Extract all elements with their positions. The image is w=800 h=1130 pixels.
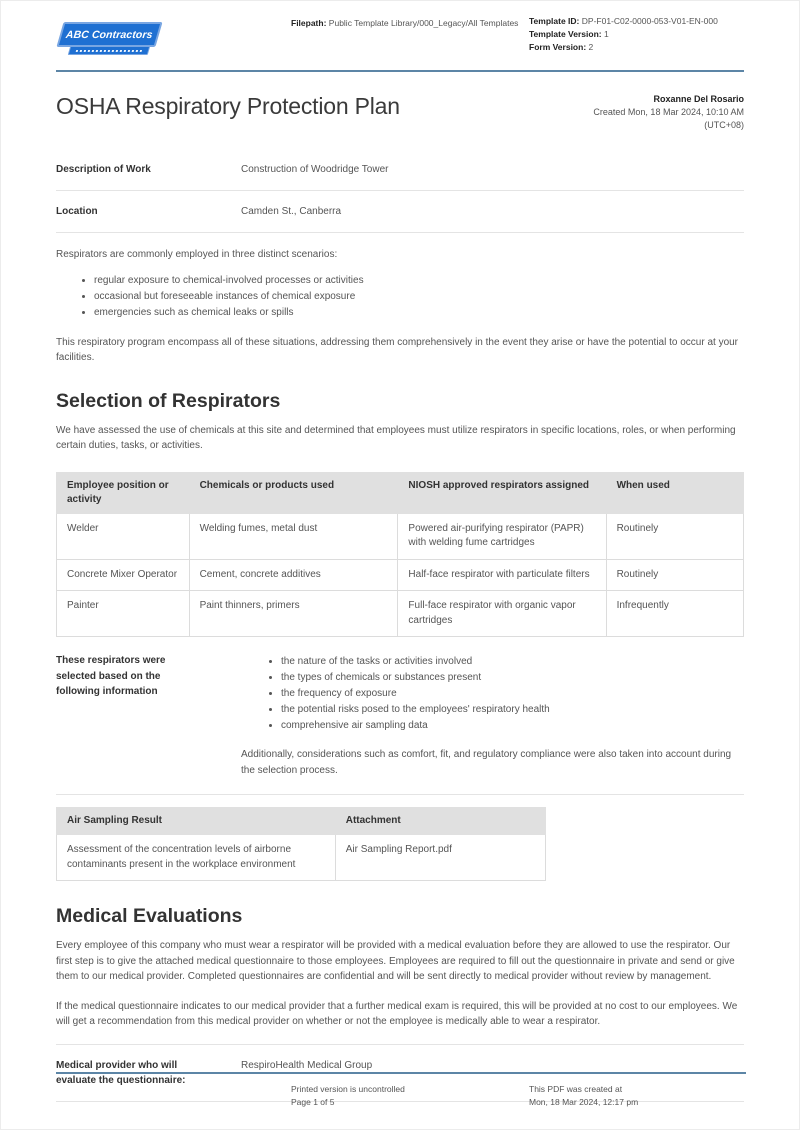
page-number: Page 1 of 5 (291, 1097, 335, 1107)
table-cell: Routinely (606, 513, 743, 559)
page-title: OSHA Respiratory Protection Plan (56, 93, 400, 119)
template-id-label: Template ID: (529, 16, 580, 26)
selection-basis (56, 653, 744, 795)
template-id-row (529, 15, 749, 28)
template-version-label: Template Version: (529, 29, 602, 39)
field-label: Description of Work (56, 164, 151, 175)
footer-created-label: This PDF was created at (529, 1084, 623, 1094)
medical-paragraph-2: If the medical questionnaire indicates to our medical provider that a further medical exam is required, this will be provided at no cost to our employees. We will get a recommendation from this medical provider on whether or not the employee is medically able to wear a respirator. (56, 1000, 738, 1027)
form-fields (56, 149, 744, 233)
basis-content (241, 653, 744, 778)
template-meta (529, 15, 749, 54)
logo-banner (56, 22, 162, 47)
table-row (57, 559, 744, 591)
section-heading-selection: Selection of Respirators (56, 389, 281, 412)
footer-created-info (529, 1083, 638, 1109)
table-cell: Welding fumes, metal dust (189, 513, 398, 559)
basis-label (56, 653, 241, 778)
table-cell: Concrete Mixer Operator (57, 559, 190, 591)
template-version-value: 1 (603, 29, 609, 39)
intro-lead: Respirators are commonly employed in three distinct scenarios: (56, 249, 338, 260)
table-cell: Welder (57, 513, 190, 559)
field-location (56, 191, 744, 233)
list-item: • occasional but foreseeable instances of chemical exposure (94, 289, 744, 305)
filepath-meta (291, 17, 519, 30)
form-version-value: 2 (588, 42, 594, 52)
column-header: When used (606, 472, 743, 513)
section-heading-medical: Medical Evaluations (56, 905, 243, 927)
logo-tagline (68, 46, 151, 55)
form-version-row (529, 41, 749, 54)
air-sampling-table (56, 807, 546, 881)
footer-print-info (291, 1083, 405, 1109)
selection-intro: We have assessed the use of chemicals at this site and determined that employees must utilize respirators in specific locations, roles, or when performing certain duties, tasks, or activities. (56, 424, 736, 451)
table-header-row (57, 472, 744, 513)
intro-bullet-list (82, 273, 744, 321)
page-header (56, 1, 744, 72)
list-item: • the potential risks posed to the employees' respiratory health (281, 702, 744, 718)
table-row (57, 513, 744, 559)
table-cell: Routinely (606, 559, 743, 591)
template-id-value: DP-F01-C02-0000-053-V01-EN-000 (581, 16, 718, 26)
table-cell: Infrequently (606, 591, 743, 637)
field-value: Camden St., Canberra (241, 206, 342, 217)
column-header: NIOSH approved respirators assigned (398, 472, 606, 513)
table-cell: Paint thinners, primers (189, 591, 398, 637)
filepath-value: Public Template Library/000_Legacy/All Templates (328, 18, 519, 28)
intro-closing: This respiratory program encompass all of these situations, addressing them comprehensively in the event they arise or have the potential to occur at your facilities. (56, 336, 739, 363)
column-header: Employee position or activity (57, 472, 190, 513)
field-value: Construction of Woodridge Tower (241, 164, 389, 175)
column-header: Chemicals or products used (189, 472, 398, 513)
table-cell: Powered air-purifying respirator (PAPR) with welding fume cartridges (398, 513, 606, 559)
provider-label-text: Medical provider who will evaluate the questionnaire: (56, 1059, 186, 1086)
table-row (57, 835, 546, 881)
table-cell: Full-face respirator with organic vapor cartridges (398, 591, 606, 637)
created-date: Created Mon, 18 Mar 2024, 10:10 AM (593, 107, 744, 117)
list-item: • the nature of the tasks or activities involved (281, 654, 744, 670)
filepath-label: Filepath: (291, 18, 327, 28)
footer-created-date: Mon, 18 Mar 2024, 12:17 pm (529, 1097, 639, 1107)
table-cell: Painter (57, 591, 190, 637)
template-version-row (529, 28, 749, 41)
list-item: • the frequency of exposure (281, 686, 744, 702)
field-value: RespiroHealth Medical Group (241, 1059, 373, 1071)
list-item: • comprehensive air sampling data (281, 718, 744, 734)
column-header: Attachment (335, 808, 545, 835)
table-cell: Half-face respirator with particulate filters (398, 559, 606, 591)
list-item: • the types of chemicals or substances present (281, 670, 744, 686)
table-row (57, 591, 744, 637)
attachment-file: Air Sampling Report.pdf (335, 835, 545, 881)
form-version-label: Form Version: (529, 42, 587, 52)
title-row (56, 93, 744, 132)
company-logo (56, 22, 166, 62)
author-name: Roxanne Del Rosario (653, 94, 744, 104)
table-cell: Cement, concrete additives (189, 559, 398, 591)
table-cell: Assessment of the concentration levels of airborne contaminants present in the workplace environment (57, 835, 336, 881)
field-label: Location (56, 206, 98, 217)
list-item: • regular exposure to chemical-involved processes or activities (94, 273, 744, 289)
basis-label-text: These respirators were selected based on the following information (56, 655, 166, 697)
table-header-row (57, 808, 546, 835)
footer-uncontrolled-note: Printed version is uncontrolled (291, 1084, 405, 1094)
column-header: Air Sampling Result (57, 808, 336, 835)
list-item: • emergencies such as chemical leaks or spills (94, 305, 744, 321)
created-timezone: (UTC+08) (704, 120, 744, 130)
respirator-table (56, 472, 744, 638)
basis-note: Additionally, considerations such as comfort, fit, and regulatory compliance were also taken into account during the selection process. (241, 749, 732, 776)
logo-text: ABC Contractors (65, 28, 154, 41)
field-description-of-work (56, 149, 744, 191)
created-info (593, 93, 744, 132)
medical-paragraph-1: Every employee of this company who must wear a respirator will be provided with a medical evaluation before they are allowed to use the respirator. Our first step is to give the attached medical questionnaire to those employees. Employees are required to fill out the questionnaire in private and send or give them to our medical provider. Completed questionnaires are confidential and will be sent directly to medical provider without review by management. (56, 940, 735, 982)
basis-bullet-list (269, 654, 744, 734)
